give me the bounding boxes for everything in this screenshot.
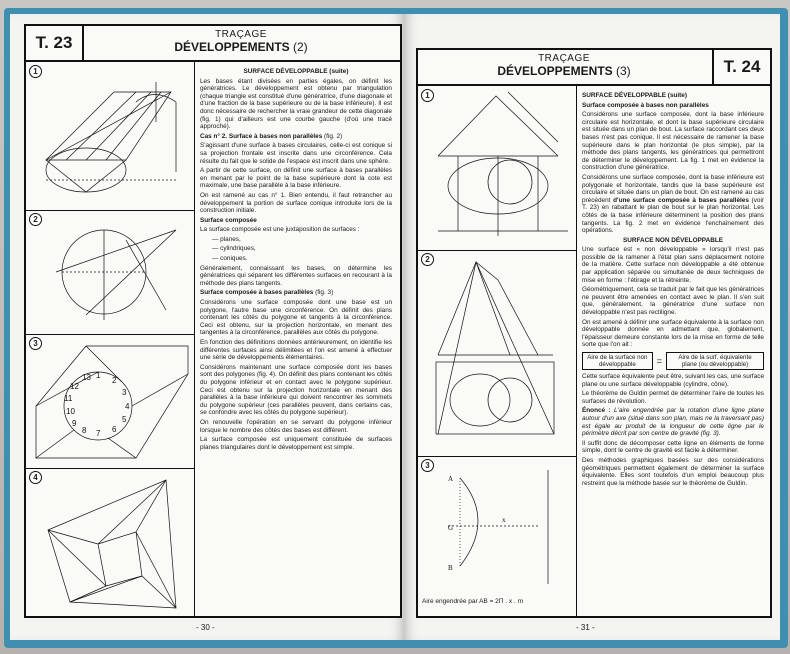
list-item: — cylindriques, — [212, 245, 256, 253]
figure-number: 3 — [29, 337, 42, 350]
right-paragraph: On est amené à définir une surface équivalente à la surface non développable donnée en admettant que, globalement, l'épaisseur demeure constante lors de la mise en forme de telle sorte que l'on ait : — [582, 318, 764, 349]
right-text-column — [582, 92, 764, 489]
left-figure-2 — [26, 210, 194, 335]
right-title-text: DÉVELOPPEMENTS — [497, 64, 613, 78]
left-title-block — [86, 29, 396, 54]
fig4-drawing — [26, 468, 194, 616]
figure-number: 3 — [421, 459, 434, 472]
area-equals: = — [656, 355, 663, 366]
area-box-right: Aire de la surf. équivalente plane (ou développable) — [666, 352, 764, 370]
left-paragraph: On renouvelle l'opération en se servant du polygone inférieur lorsque le nombre des côtés des bases est différent. — [200, 418, 392, 434]
left-paragraph: Considérons maintenant une surface composée dont les bases sont des polygones (fig. 4). On définit des plans contenant les côtés du polygone inférieur et en contact avec le polygone supérieur. Ceci est obtenu sur la projection horizontale en menant des parallèles à la base inférieure qui doivent rencontrer les sommets du polygone supérieur (ces parallèles peuvent, dans certains cas, se confondre avec les côtés du polygone supérieur). — [200, 363, 392, 417]
right-page — [404, 14, 780, 640]
svg-text:A: A — [448, 475, 454, 483]
right-frame — [416, 48, 772, 618]
left-heading-surface: SURFACE DÉVELOPPABLE (suite) — [243, 68, 349, 75]
left-case2-heading: Cas n° 2. Surface à bases non parallèles — [200, 132, 323, 140]
left-figure-column — [26, 62, 195, 616]
fig3-num-8: 8 — [82, 426, 87, 435]
fig3-num-12: 12 — [70, 382, 79, 391]
fig3-num-1: 1 — [96, 371, 101, 380]
left-case2-ref: (fig. 2) — [324, 132, 343, 140]
fig3-num-4: 4 — [125, 402, 130, 411]
area-equation — [582, 352, 764, 370]
left-paragraph: On est ramené au cas n° 1. Bien entendu, il faut retrancher au développement la portion de surface conique introduite lors de la construction initiale. — [200, 191, 392, 215]
right-title — [422, 64, 706, 78]
right-p2-c: (voir T. 23) en rabattant le plan de bout sur le plan horizontal. Les côtés de la base inférieure déterminent la position des plans tangents. La fig. 2 met en évidence l'enchaînement des opérations. — [582, 196, 765, 235]
figure-number: 1 — [29, 65, 42, 78]
right-page-number: T. 24 — [712, 50, 770, 84]
fig3-num-5: 5 — [122, 415, 127, 424]
left-composee-paralleles-heading: Surface composée à bases parallèles — [200, 289, 314, 297]
right-figure-column — [418, 86, 577, 616]
right-paragraph: Le théorème de Guldin permet de déterminer l'aire de toutes les surfaces de révolution. — [582, 390, 764, 405]
right-title-block — [422, 53, 706, 78]
figure-number: 2 — [29, 213, 42, 226]
svg-text:G: G — [448, 524, 454, 532]
left-title-suffix: (2) — [293, 40, 308, 54]
list-item: — coniques. — [212, 255, 248, 263]
right-header — [418, 50, 770, 86]
fig3-num-6: 6 — [112, 425, 117, 434]
right-paragraph: Cette surface équivalente peut être, suivant les cas, une surface plane ou une surface développable (cylindre, cône). — [582, 373, 764, 388]
right-paragraph: Géométriquement, cela se traduit par le fait que les génératrices ne peuvent être amenées en contact avec le plan. Il s'en suit que, généralement, la génératrice d'une surface non développable n'est pas rectiligne. — [582, 286, 764, 317]
area-box-left: Aire de la surface non développable — [582, 352, 653, 370]
fig3-num-9: 9 — [72, 419, 77, 428]
left-text-column — [200, 68, 392, 453]
right-paragraph: Une surface est « non développable » lorsqu'il n'est pas possible de la ramener à l'état plan sans déplacement notoire de la matière. Cette surface non développable a été obtenue par application séparée ou simultanée de deux techniques de mise en forme : l'étirage et la rétreinte. — [582, 246, 764, 284]
right-title-suffix: (3) — [616, 64, 631, 78]
fig3-num-10: 10 — [66, 407, 75, 416]
right-heading-1: SURFACE DÉVELOPPABLE (suite) — [582, 92, 687, 99]
right-p2-a: Considérons une surface composée, dont la base inférieure est polygonale et horizontale, tandis que la base supérieure est circulaire et située dans un plan de bout. On est ramené au cas précédent — [582, 173, 764, 204]
left-page-footer: - 30 - — [196, 623, 215, 632]
left-figure-4 — [26, 468, 194, 616]
enonce-label: Énoncé : — [582, 407, 611, 415]
left-figure-3 — [26, 334, 194, 469]
right-supertitle: TRAÇAGE — [538, 53, 590, 64]
right-figure-2 — [418, 250, 576, 457]
left-paragraph: En fonction des définitions données antérieurement, on identifie les différentes surfaces ainsi délimitées et l'on est amené à effectuer une série de développements élémentaires. — [200, 339, 392, 362]
left-composee-paralleles — [200, 289, 392, 297]
left-figure-1 — [26, 62, 194, 211]
fig3-num-2: 2 — [112, 376, 117, 385]
left-paragraph: La surface composée est uniquement constituée de surfaces planes triangulaires dont le développement est simple. — [200, 436, 392, 451]
right-paragraph: Des méthodes graphiques basées sur des considérations géométriques permettent également de déterminer la surface équivalente. Elles sont toutefois d'un emploi beaucoup plus restreint que la méthode basée sur le théorème de Guldin. — [582, 456, 764, 487]
right-enonce — [582, 407, 764, 437]
right-paragraph: Considérons une surface composée, dont la base inférieure circulaire est horizontale, et dont la base supérieure circulaire est située dans un plan de bout. La surface raccordant ces deux bases n'est pas conique. Il est nécessaire de ramener la base supérieure dans le plan horizontal (le plus simple), par la méthode des plans tangents, les génératrices qui permettront de déterminer le développement. La fig. 1 met en évidence la construction d'une génératrice. — [582, 111, 764, 172]
left-supertitle: TRAÇAGE — [215, 29, 267, 40]
r-fig2-drawing — [418, 250, 576, 456]
right-paragraph-2 — [582, 174, 764, 235]
left-case2 — [200, 133, 392, 141]
list-item: — planes, — [212, 235, 241, 243]
fig3-num-11: 11 — [64, 394, 73, 403]
fig2-drawing — [26, 210, 194, 334]
left-paragraph: Les bases étant divisées en parties égales, on définit les génératrices. Le développement est obtenu par triangulation (chaque triangle est constitué d'une génératrice, d'une diagonale et d'une fraction de la base supérieure ou de la base inférieure). Il est donc nécessaire de rechercher la vraie grandeur de cette diagonale (fig. 1) qui d'ailleurs est une courbe gauche (d'où une tracé approché). — [200, 77, 392, 131]
fig3-num-3: 3 — [122, 388, 127, 397]
left-paragraph: Considérons une surface composée dont une base est un polygone, l'autre base une circonférence. On définit des plans contenant les côtés du polygone et tangents à la circonférence. Ceci est obtenu, sur la projection horizontale, en menant des tangentes à la circonférence, parallèles aux côtés du polygone. — [200, 299, 392, 337]
right-p2-b: d'une surface composée à bases parallèles — [613, 196, 749, 204]
left-composee-paralleles-ref: (fig. 3) — [315, 289, 334, 297]
fig3-num-7: 7 — [96, 429, 101, 438]
right-heading-2: Surface composée à bases non parallèles — [582, 101, 709, 109]
figure-number: 1 — [421, 89, 434, 102]
right-paragraph: Il suffit donc de décomposer cette ligne en éléments de forme simple, dont le centre de gravité est facile à déterminer. — [582, 439, 764, 455]
left-paragraph: S'agissant d'une surface à bases circulaires, celle-ci est conique si sa projection frontale est inscrite dans une circonférence. Cela résulte du fait que le solide de l'espace est inscrit dans une sphère. — [200, 142, 392, 165]
r-fig3-drawing — [418, 456, 576, 616]
fig3-numbers — [64, 371, 130, 438]
fig1-drawing — [26, 62, 194, 210]
enonce-text: L'aire engendrée par la rotation d'une ligne plane autour d'un axe (situé dans son plan, mais ne la traversant pas) est égale au produit de la longueur de cette ligne par le périmètre décrit par son centre de gravité (fig. 3). — [582, 407, 764, 438]
left-frame — [24, 24, 402, 618]
left-heading-composee: Surface composée — [200, 216, 257, 224]
left-paragraph: La surface composée est une juxtaposition de surfaces : — [200, 226, 360, 234]
fig3-num-13: 13 — [82, 373, 91, 382]
figure-number: 2 — [421, 253, 434, 266]
left-title — [86, 40, 396, 54]
right-figure-3 — [418, 456, 576, 616]
right-page-footer: - 31 - — [576, 623, 595, 632]
fig3-caption: Aire engendrée par AB = 2Π . x . m — [422, 598, 523, 605]
left-title-text: DÉVELOPPEMENTS — [174, 40, 290, 54]
right-heading-3: SURFACE NON DÉVELOPPABLE — [622, 236, 723, 244]
right-figure-1 — [418, 86, 576, 251]
figure-number: 4 — [29, 471, 42, 484]
left-header — [26, 26, 400, 62]
r-fig1-drawing — [418, 86, 576, 250]
svg-text:B: B — [448, 564, 453, 572]
left-page-number: T. 23 — [26, 26, 84, 60]
left-page — [10, 14, 404, 640]
fig3-drawing — [26, 334, 194, 468]
left-paragraph: Généralement, connaissant les bases, on détermine les génératrices qui séparent les différentes surfaces en recourant à la méthode des plans tangents. — [200, 264, 392, 287]
svg-text:x: x — [502, 516, 506, 524]
left-paragraph: A partir de cette surface, on définit une surface à bases parallèles en menant par le point de la base supérieure dont la cote est maximale, une base parallèle à la base inférieure. — [200, 167, 392, 190]
